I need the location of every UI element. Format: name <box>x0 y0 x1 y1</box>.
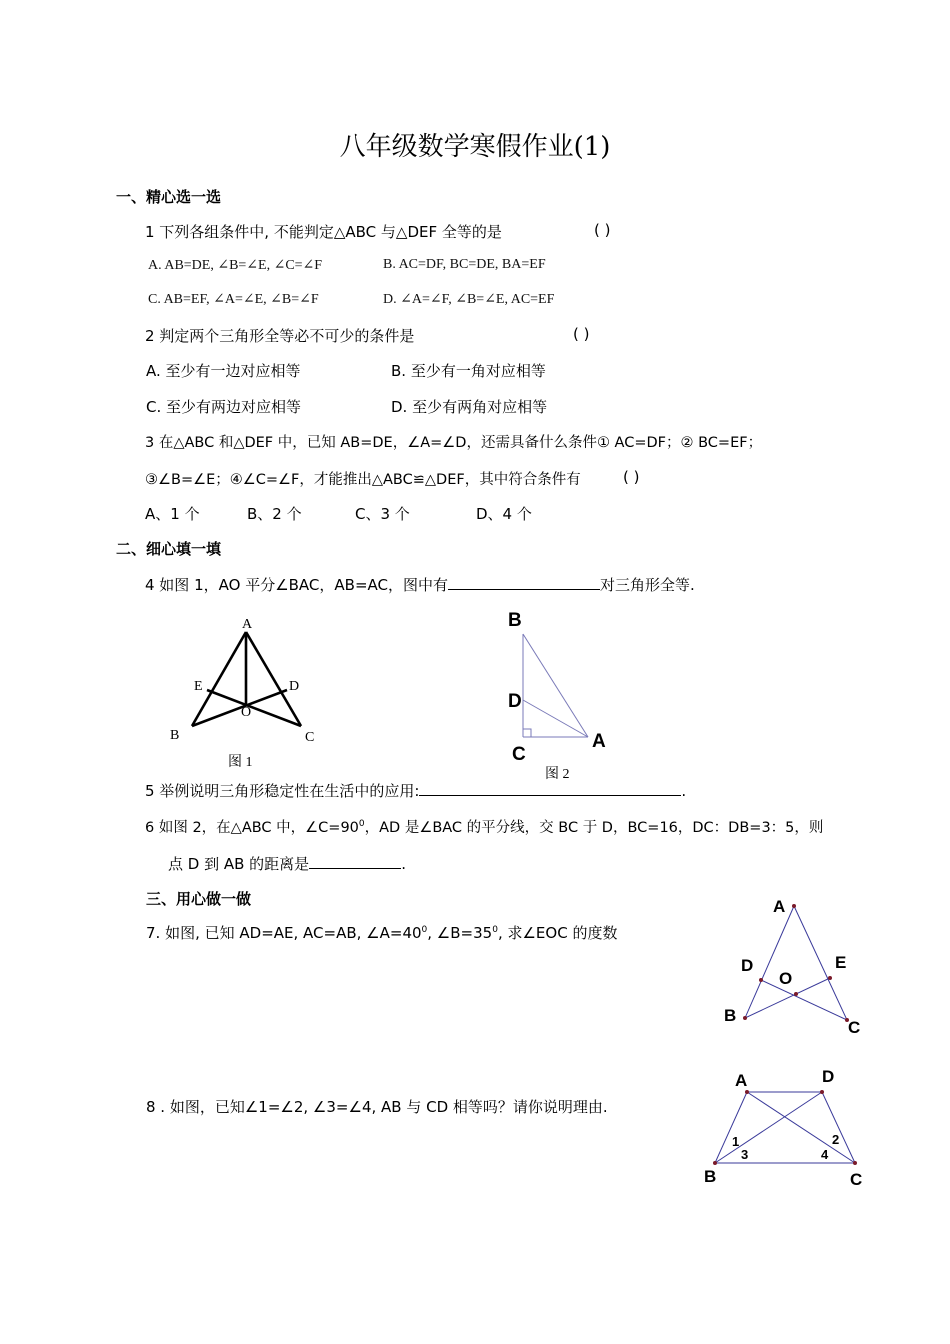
fig3-label-d: D <box>741 956 754 975</box>
q2-answer-paren: ( ) <box>573 325 590 343</box>
q8-text: 8 . 如图，已知∠1=∠2, ∠3=∠4, AB 与 CD 相等吗？请你说明理由. <box>146 1098 608 1116</box>
q1-option-a: A. AB=DE, ∠B=∠E, ∠C=∠F <box>148 258 323 273</box>
q6-text-1b: ，AD 是∠BAC 的平分线，交 BC 于 D，BC=16，DC：DB=3：5，则 <box>364 820 824 836</box>
q3-option-c: C、3 个 <box>355 505 410 523</box>
q2-option-a: A. 至少有一边对应相等 <box>146 362 301 380</box>
q5-answer-blank[interactable] <box>419 781 681 796</box>
q5-text-pre: 5 举例说明三角形稳定性在生活中的应用: <box>145 782 420 800</box>
figure-1 <box>160 610 340 775</box>
q6-text-1a: 6 如图 2，在△ABC 中，∠C=90 <box>145 820 359 836</box>
q4-line <box>145 574 695 595</box>
q6-line1 <box>145 816 823 837</box>
fig2-label-b: B <box>508 610 522 631</box>
q6-text-2pre: 点 D 到 AB 的距离是 <box>168 855 310 873</box>
q4-text-post: 对三角形全等. <box>600 576 695 594</box>
fig3-label-b: B <box>724 1006 737 1025</box>
q6-text-2post: . <box>401 855 406 873</box>
fig1-caption: 图 1 <box>228 755 253 770</box>
q2-option-c: C. 至少有两边对应相等 <box>146 398 302 416</box>
section-heading-fill: 二、细心填一填 <box>116 540 222 558</box>
q6-line2 <box>168 853 406 874</box>
q3-option-d: D、4 个 <box>476 505 532 523</box>
fig2-label-a: A <box>592 731 606 752</box>
fig4-label-b: B <box>704 1167 717 1186</box>
q6-degree-sup: 0 <box>358 819 365 830</box>
fig3-label-a: A <box>773 897 786 916</box>
q1-option-b: B. AC=DF, BC=DE, BA=EF <box>383 257 546 272</box>
figure-4 <box>695 1060 875 1195</box>
q3-option-a: A、1 个 <box>145 505 200 523</box>
q4-answer-blank[interactable] <box>448 575 600 590</box>
q3-line1: 3 在△ABC 和△DEF 中，已知 AB=DE，∠A=∠D，还需具备什么条件① AC=DF；② BC=EF； <box>145 435 763 451</box>
fig4-angle-3: 3 <box>741 1147 749 1162</box>
fig1-label-e: E <box>194 679 203 694</box>
fig1-label-c: C <box>305 730 315 745</box>
fig1-label-a: A <box>242 617 253 632</box>
fig2-label-c: C <box>512 744 526 765</box>
q5-text-post: . <box>681 782 687 800</box>
q2-option-d: D. 至少有两角对应相等 <box>391 398 548 416</box>
q5-line <box>145 780 686 801</box>
figure-2 <box>500 603 620 783</box>
section-heading-choice: 一、精心选一选 <box>116 188 222 206</box>
q7-line <box>146 922 617 943</box>
q2-option-b: B. 至少有一角对应相等 <box>391 362 546 380</box>
fig1-label-d: D <box>289 679 300 694</box>
fig3-label-o: O <box>779 969 793 988</box>
figure-3 <box>715 890 875 1040</box>
fig1-label-o: O <box>241 705 252 720</box>
fig3-label-e: E <box>835 953 847 972</box>
fig1-label-b: B <box>170 728 180 743</box>
fig4-label-c: C <box>850 1170 863 1189</box>
q3-option-b: B、2 个 <box>247 505 302 523</box>
fig4-angle-4: 4 <box>821 1147 829 1162</box>
fig3-label-c: C <box>848 1018 861 1037</box>
q7-text-post: , 求∠EOC 的度数 <box>497 924 618 942</box>
page-title: 八年级数学寒假作业(1) <box>339 132 611 162</box>
fig4-angle-2: 2 <box>832 1132 840 1147</box>
q7-degree-sup-2: 0 <box>492 925 498 935</box>
fig2-label-d: D <box>508 691 522 712</box>
section-heading-solve: 三、用心做一做 <box>146 890 252 908</box>
q7-degree-sup-1: 0 <box>421 925 428 935</box>
fig4-label-d: D <box>822 1067 835 1086</box>
q1-answer-paren: ( ) <box>594 221 611 239</box>
q7-text-mid: , ∠B=35 <box>427 924 493 942</box>
q1-stem: 1 下列各组条件中, 不能判定△ABC 与△DEF 全等的是 <box>145 223 502 241</box>
fig4-angle-1: 1 <box>732 1134 740 1149</box>
q6-answer-blank[interactable] <box>309 854 401 869</box>
fig4-label-a: A <box>735 1071 748 1090</box>
q4-text-pre: 4 如图 1，AO 平分∠BAC，AB=AC，图中有 <box>145 576 448 594</box>
q3-answer-paren: ( ) <box>623 468 640 486</box>
q7-text-pre: 7. 如图, 已知 AD=AE, AC=AB, ∠A=40 <box>146 924 422 942</box>
q1-option-c: C. AB=EF, ∠A=∠E, ∠B=∠F <box>148 292 319 307</box>
q1-option-d: D. ∠A=∠F, ∠B=∠E, AC=EF <box>383 292 555 307</box>
q3-line2: ③∠B=∠E；④∠C=∠F，才能推出△ABC≌△DEF，其中符合条件有 <box>145 472 581 488</box>
fig2-caption: 图 2 <box>545 767 570 782</box>
q2-stem: 2 判定两个三角形全等必不可少的条件是 <box>145 327 415 345</box>
